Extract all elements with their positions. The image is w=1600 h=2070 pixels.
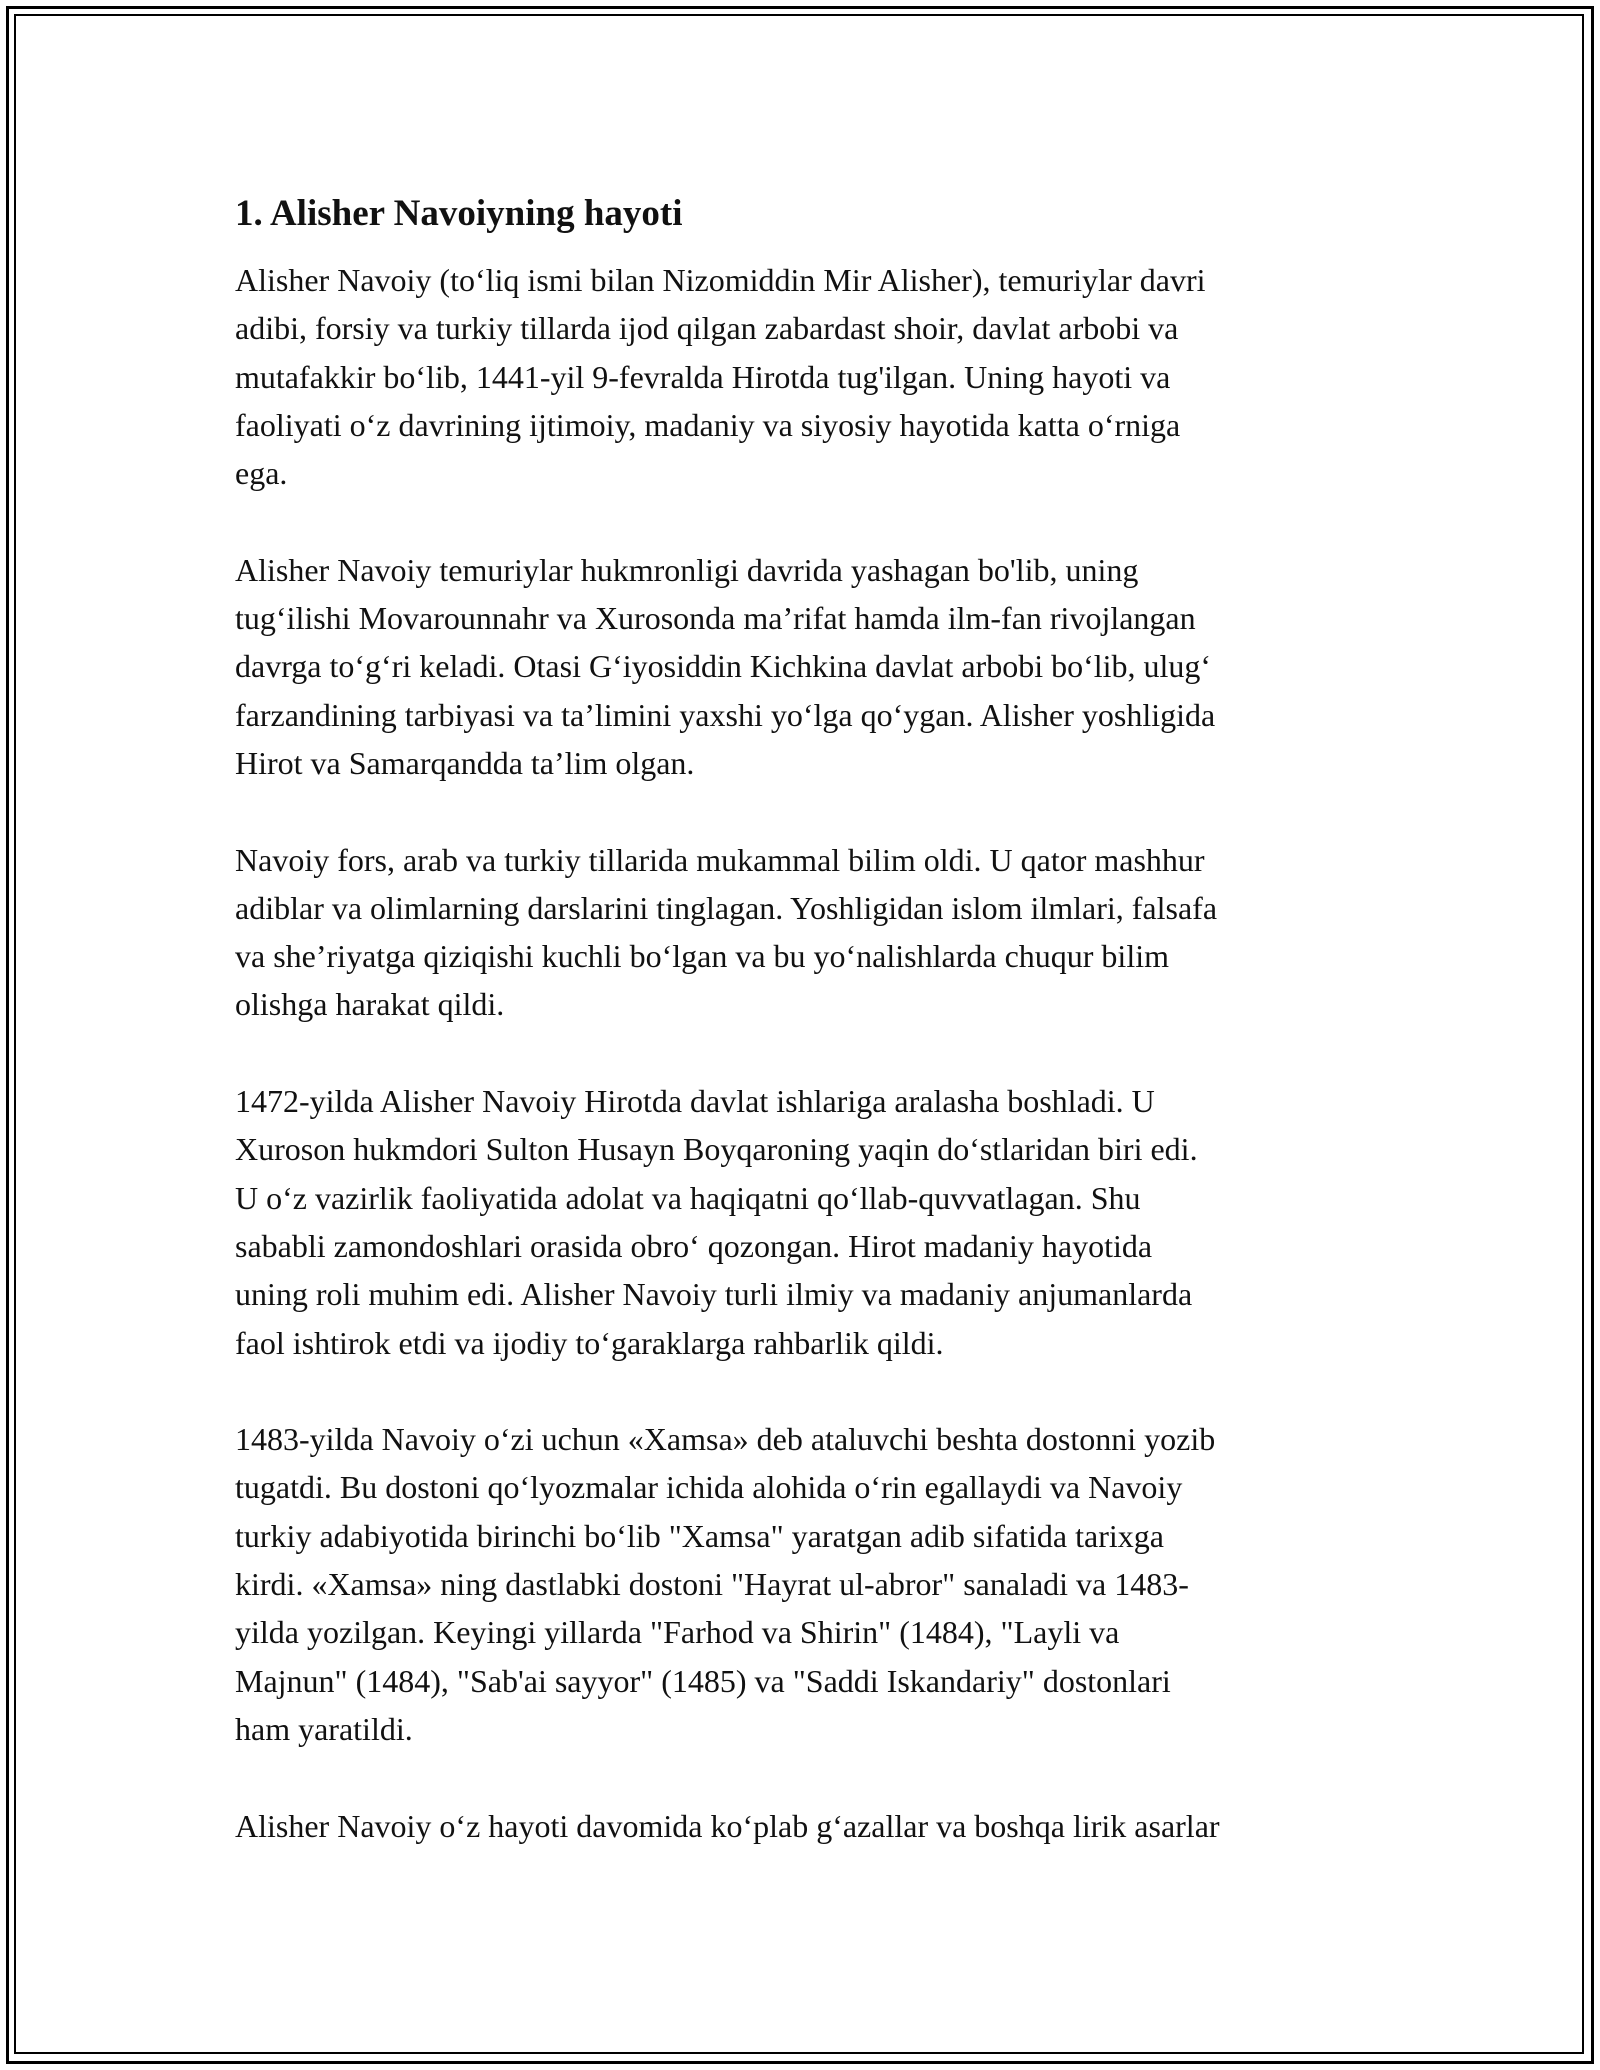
- text-line: adibi, forsiy va turkiy tillarda ijod qilgan zabardast shoir, davlat arbobi va: [235, 310, 1179, 347]
- text-line: adiblar va olimlarning darslarini tinglagan. Yoshligidan islom ilmlari, falsafa: [235, 889, 1218, 926]
- text-line: uning roli muhim edi. Alisher Navoiy turli ilmiy va madaniy anjumanlarda: [235, 1276, 1193, 1313]
- text-line: sababli zamondoshlari orasida obro‘ qozongan. Hirot madaniy hayotida: [235, 1227, 1153, 1264]
- text-line: Hirot va Samarqandda ta’lim olgan.: [235, 744, 695, 781]
- text-line: U o‘z vazirlik faoliyatida adolat va haqiqatni qo‘llab-quvvatlagan. Shu: [235, 1179, 1141, 1216]
- paragraph: [235, 256, 1375, 497]
- paragraph-list: [235, 256, 1375, 1850]
- text-line: tug‘ilishi Movarounnahr va Xurosonda ma’rifat hamda ilm-fan rivojlangan: [235, 600, 1196, 637]
- text-line: olishga harakat qildi.: [235, 986, 505, 1023]
- text-line: yilda yozilgan. Keyingi yillarda "Farhod va Shirin" (1484), "Layli va: [235, 1614, 1120, 1651]
- paragraph: [235, 1415, 1375, 1753]
- text-line: mutafakkir bo‘lib, 1441-yil 9-fevralda Hirotda tug'ilgan. Uning hayoti va: [235, 358, 1171, 395]
- text-line: faoliyati o‘z davrining ijtimoiy, madaniy va siyosiy hayotida katta o‘rniga: [235, 406, 1181, 443]
- text-line: davrga to‘g‘ri keladi. Otasi G‘iyosiddin Kichkina davlat arbobi bo‘lib, ulug‘: [235, 648, 1212, 685]
- text-line: Alisher Navoiy temuriylar hukmronligi davrida yashagan bo'lib, uning: [235, 551, 1139, 588]
- text-line: 1483-yilda Navoiy o‘zi uchun «Xamsa» deb ataluvchi beshta dostonni yozib: [235, 1421, 1216, 1458]
- text-line: va she’riyatga qiziqishi kuchli bo‘lgan va bu yo‘nalishlarda chuqur bilim: [235, 938, 1169, 975]
- paragraph: [235, 836, 1375, 1029]
- section-heading: 1. Alisher Navoiyning hayoti: [235, 193, 683, 234]
- text-line: Alisher Navoiy o‘z hayoti davomida ko‘plab g‘azallar va boshqa lirik asarlar: [235, 1807, 1220, 1844]
- text-line: kirdi. «Xamsa» ning dastlabki dostoni "Hayrat ul-abror" sanaladi va 1483-: [235, 1566, 1189, 1603]
- text-line: ega.: [235, 455, 288, 492]
- text-line: ham yaratildi.: [235, 1710, 413, 1747]
- text-line: Alisher Navoiy (to‘liq ismi bilan Nizomiddin Mir Alisher), temuriylar davri: [235, 262, 1206, 298]
- text-line: Xuroson hukmdori Sulton Husayn Boyqaroning yaqin do‘stlaridan biri edi.: [235, 1131, 1198, 1168]
- document-body: [235, 186, 1375, 1898]
- text-line: Majnun" (1484), "Sab'ai sayyor" (1485) va "Saddi Iskandariy" dostonlari: [235, 1662, 1171, 1699]
- text-line: faol ishtirok etdi va ijodiy to‘garaklarga rahbarlik qildi.: [235, 1324, 944, 1361]
- text-line: turkiy adabiyotida birinchi bo‘lib "Xamsa" yaratgan adib sifatida tarixga: [235, 1517, 1164, 1554]
- text-line: tugatdi. Bu dostoni qo‘lyozmalar ichida alohida o‘rin egallaydi va Navoiy: [235, 1469, 1183, 1506]
- paragraph: [235, 546, 1375, 787]
- text-line: farzandining tarbiyasi va ta’limini yaxshi yo‘lga qo‘ygan. Alisher yoshligida: [235, 696, 1216, 733]
- text-line: 1472-yilda Alisher Navoiy Hirotda davlat ishlariga aralasha boshladi. U: [235, 1083, 1155, 1120]
- paragraph: [235, 1077, 1375, 1367]
- text-line: Navoiy fors, arab va turkiy tillarida mukammal bilim oldi. U qator mashhur: [235, 841, 1205, 878]
- paragraph: [235, 1802, 1375, 1850]
